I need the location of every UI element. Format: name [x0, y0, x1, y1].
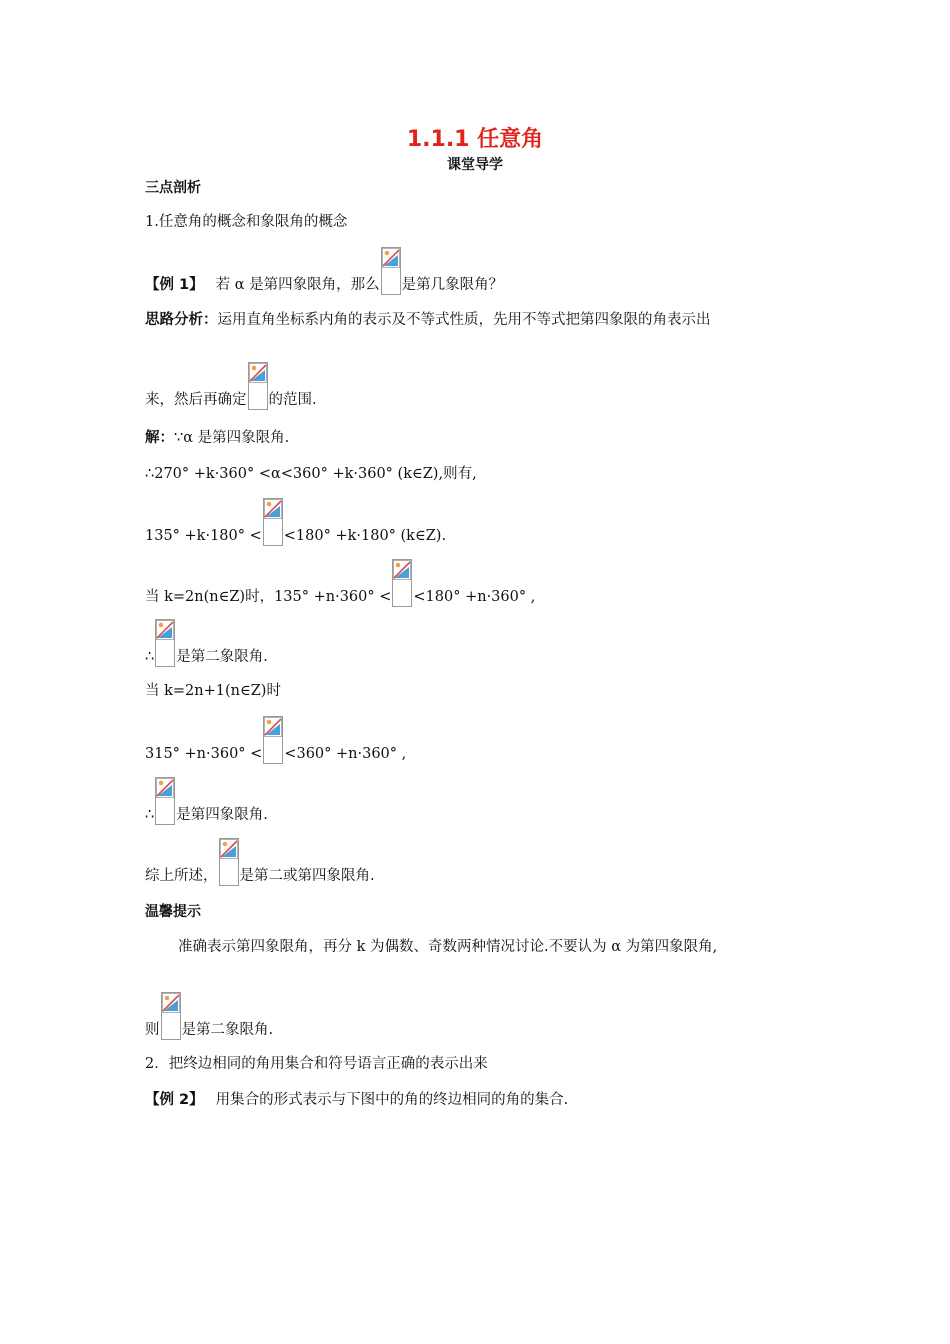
- solution-line-2: [145, 464, 477, 484]
- tip-heading: [145, 902, 201, 922]
- solution-line-8: [145, 777, 268, 825]
- solution-line-9-b: 是第二或第四象限角.: [239, 868, 375, 884]
- solution-line-3-a: 135° +k·180° <: [145, 528, 262, 544]
- solution-line-9: [145, 838, 375, 886]
- solution-line-5: [145, 619, 268, 667]
- broken-image-icon: [155, 777, 175, 825]
- solution-line-5-a: ∴: [145, 649, 155, 665]
- solution-line-7-b: <360° +n·360° ,: [284, 746, 407, 762]
- solution-line-5-b: 是第二象限角.: [176, 649, 268, 665]
- section-heading-text: 三点剖析: [145, 180, 201, 196]
- item-1-text: 1.任意角的概念和象限角的概念: [145, 214, 348, 230]
- solution-line-4-b: <180° +n·360° ,: [413, 589, 536, 605]
- solution-label: 解：: [145, 430, 174, 446]
- solution-line-9-a: 综上所述，: [145, 868, 218, 884]
- example-2-text: 用集合的形式表示与下图中的角的终边相同的角的集合.: [215, 1092, 569, 1108]
- example-2-label: 【例 2】: [145, 1092, 204, 1108]
- solution-line-3-b: <180° +k·180° (k∈Z).: [283, 528, 447, 544]
- solution-line-1: [145, 428, 289, 448]
- solution-line-2-text: ∴270° +k·360° <α<360° +k·360° (k∈Z),则有,: [145, 466, 477, 482]
- tip-line-1: [178, 937, 717, 957]
- item-1: [145, 212, 347, 232]
- solution-line-4-a: 当 k=2n(n∈Z)时，135° +n·360° <: [145, 589, 392, 605]
- example-2: [145, 1090, 568, 1110]
- broken-image-icon: [219, 838, 239, 886]
- example-1-text-b: 是第几象限角？: [401, 277, 504, 293]
- analysis-continued: [145, 362, 317, 410]
- analysis-text-b: 的范围.: [268, 392, 317, 408]
- solution-line-3: [145, 498, 446, 546]
- solution-line-4: [145, 559, 535, 607]
- tip-heading-text: 温馨提示: [145, 904, 201, 920]
- page-title: 1.1.1 任意角: [406, 127, 544, 152]
- solution-text: ∵α 是第四象限角.: [174, 430, 290, 446]
- analysis-text: 运用直角坐标系内角的表示及不等式性质，先用不等式把第四象限的角表示出: [217, 312, 711, 328]
- solution-line-8-a: ∴: [145, 807, 155, 823]
- broken-image-icon: [155, 619, 175, 667]
- broken-image-icon: [263, 498, 283, 546]
- broken-image-icon: [263, 716, 283, 764]
- example-1-text-a: 若 α 是第四象限角，那么: [215, 277, 380, 293]
- item-2: [145, 1054, 488, 1074]
- tip-line-2-b: 是第二象限角.: [181, 1022, 274, 1038]
- section-heading: [145, 178, 201, 198]
- solution-line-7-a: 315° +n·360° <: [145, 746, 263, 762]
- broken-image-icon: [161, 992, 181, 1040]
- analysis-text-a: 来，然后再确定: [145, 392, 247, 408]
- page-subtitle: 课堂导学: [447, 157, 503, 173]
- broken-image-icon: [248, 362, 268, 410]
- analysis-label: 思路分析：: [145, 312, 218, 328]
- tip-line-2: [145, 992, 273, 1040]
- broken-image-icon: [381, 247, 401, 295]
- example-1: [145, 247, 503, 295]
- solution-line-6-text: 当 k=2n+1(n∈Z)时: [145, 683, 281, 699]
- example-1-label: 【例 1】: [145, 277, 204, 293]
- solution-line-6: [145, 681, 281, 701]
- item-2-text: 2．把终边相同的角用集合和符号语言正确的表示出来: [145, 1056, 488, 1072]
- tip-line-1-text: 准确表示第四象限角，再分 k 为偶数、奇数两种情况讨论.不要认为 α 为第四象限角,: [178, 939, 718, 955]
- tip-line-2-a: 则: [145, 1022, 160, 1038]
- analysis: [145, 310, 711, 330]
- broken-image-icon: [392, 559, 412, 607]
- solution-line-8-b: 是第四象限角.: [176, 807, 268, 823]
- solution-line-7: [145, 716, 406, 764]
